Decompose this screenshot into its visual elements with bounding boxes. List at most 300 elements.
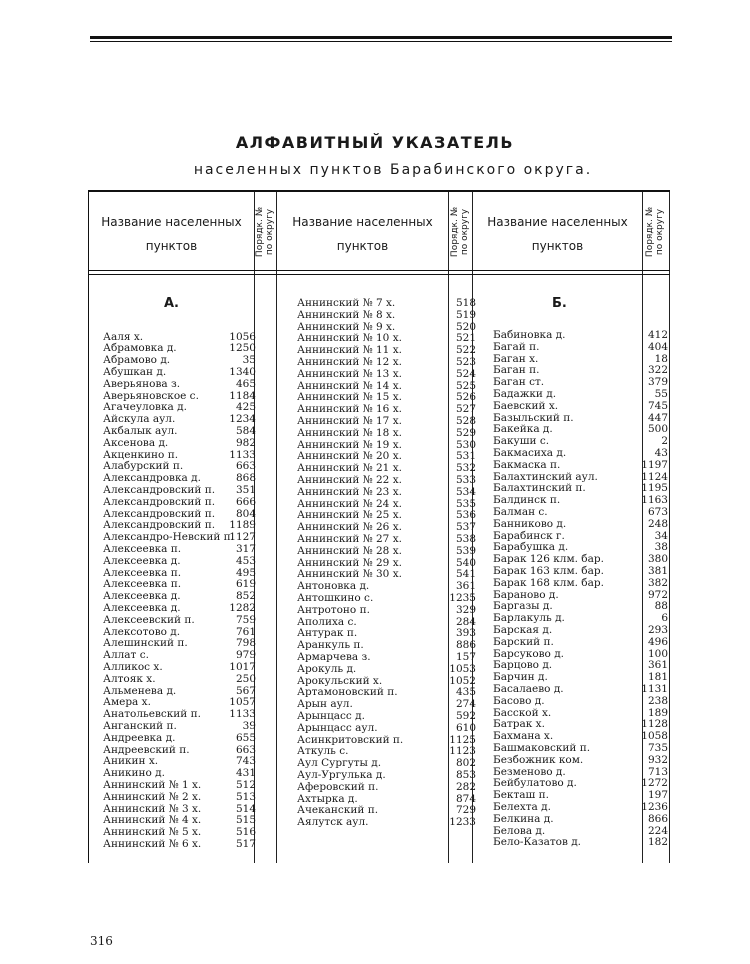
settlement-number: 1057 [229, 696, 256, 709]
settlement-number: 979 [235, 649, 256, 662]
settlement-name: Белова д. [493, 824, 546, 837]
settlement-name: Арокуль д. [297, 662, 357, 675]
settlement-name: Амера х. [103, 696, 151, 709]
settlement-name: Бело-Казатов д. [493, 836, 582, 849]
settlement-number: 351 [235, 483, 256, 496]
settlement-number: 655 [235, 731, 256, 744]
settlement-number: 530 [455, 438, 476, 451]
settlement-name: Арынцасс аул. [297, 721, 378, 734]
settlement-name: Балдинск п. [493, 494, 561, 507]
settlement-name: Аннинский № 25 х. [297, 509, 402, 522]
settlement-number: 804 [235, 507, 256, 520]
settlement-name: Алексеевка п. [103, 542, 182, 555]
top-rule [90, 36, 672, 39]
settlement-number: 520 [455, 320, 476, 333]
settlement-number: 293 [647, 624, 668, 636]
settlement-name: Александровский п. [103, 507, 216, 520]
settlement-name: Аннинский № 16 х. [297, 403, 402, 416]
list-item [103, 379, 256, 391]
list-item [103, 615, 256, 627]
settlement-number: 527 [455, 403, 476, 416]
settlement-name: Александро-Невский п. [103, 531, 234, 544]
settlement-name: Аннинский № 27 х. [297, 533, 402, 545]
settlement-number: 1127 [229, 531, 256, 544]
settlement-number: 537 [455, 521, 476, 534]
settlement-name: Аникин х. [103, 755, 159, 768]
settlement-name: Альменева д. [103, 684, 177, 697]
header-num-line2: по округу [460, 208, 470, 256]
settlement-name: Аверьянова з. [103, 377, 181, 390]
header-name-line2: пунктов [531, 239, 584, 253]
settlement-number: 1250 [229, 342, 256, 355]
settlement-number: 972 [647, 588, 668, 601]
settlement-name: Башмаковский п. [493, 742, 591, 754]
settlement-number: 1058 [641, 730, 668, 743]
settlement-number: 567 [235, 684, 256, 697]
settlement-number: 1272 [641, 777, 668, 790]
settlement-name: Бараново д. [493, 588, 559, 601]
settlement-number: 1197 [641, 458, 668, 471]
settlement-name: Арын аул. [297, 698, 353, 711]
settlement-name: Багай п. [493, 340, 540, 353]
header-num-line1: Порядк. № [645, 206, 655, 258]
settlement-name: Басово д. [493, 694, 545, 707]
settlement-name: Аннинский № 13 х. [297, 367, 402, 380]
settlement-name: Алексеевка п. [103, 578, 182, 591]
settlement-number: 519 [455, 308, 476, 321]
settlement-name: Ахтырка д. [297, 792, 358, 805]
header-num-line1: Порядк. № [450, 206, 460, 258]
settlement-name: Баган х. [493, 352, 539, 365]
settlement-name: Арынцасс д. [297, 710, 365, 722]
settlement-number: 538 [455, 533, 476, 545]
list-item [493, 696, 668, 708]
settlement-name: Аннинский № 14 х. [297, 379, 402, 392]
settlement-name: Аул Сургуты д. [297, 757, 382, 770]
list-item [103, 839, 256, 851]
settlement-number: 1053 [449, 662, 476, 675]
settlement-name: Асинкритовский п. [297, 733, 404, 746]
settlement-number: 43 [654, 447, 668, 459]
settlement-name: Александровка д. [103, 472, 201, 485]
settlement-number: 34 [654, 529, 668, 542]
settlement-name: Алексеевка п. [103, 566, 182, 579]
settlement-number: 317 [235, 542, 256, 555]
settlement-number: 517 [235, 837, 256, 850]
settlement-name: Баевский х. [493, 399, 559, 412]
settlement-number: 1340 [229, 365, 256, 378]
settlement-number: 518 [455, 297, 476, 309]
settlement-name: Аксенова д. [103, 436, 169, 449]
settlement-number: 1128 [641, 718, 668, 731]
settlement-number: 532 [455, 462, 476, 475]
settlement-number: 798 [235, 637, 256, 650]
settlement-number: 500 [647, 423, 668, 436]
header-name-line2: пунктов [145, 239, 198, 253]
header-name-col-3 [473, 210, 642, 258]
settlement-number: 866 [647, 812, 668, 825]
settlement-number: 1184 [229, 389, 256, 402]
settlement-name: Бекташ п. [493, 789, 549, 802]
settlement-number: 248 [647, 517, 668, 530]
settlement-name: Алексеевка д. [103, 601, 181, 614]
settlement-name: Антоновка д. [297, 580, 370, 593]
settlement-number: 453 [235, 554, 256, 567]
settlement-name: Акбалык аул. [103, 424, 178, 437]
settlement-number: 100 [647, 647, 668, 660]
settlement-name: Аннинский № 11 х. [297, 344, 402, 357]
settlement-name: Аннинский № 9 х. [297, 320, 396, 333]
settlement-name: Аннинский № 18 х. [297, 426, 402, 439]
settlement-name: Антошкино с. [297, 592, 374, 604]
settlement-number: 361 [455, 580, 476, 593]
settlement-name: Бакмасиха д. [493, 447, 567, 459]
settlement-number: 619 [235, 578, 256, 591]
page-subtitle: населенных пунктов Барабинского округа. [193, 162, 593, 178]
settlement-number: 447 [647, 411, 668, 424]
settlement-name: Аткуль с. [297, 745, 349, 758]
settlement-number: 759 [235, 613, 256, 626]
settlement-name: Аннинский № 15 х. [297, 391, 402, 404]
settlement-number: 526 [455, 391, 476, 404]
settlement-number: 465 [235, 377, 256, 390]
list-item [493, 460, 668, 472]
settlement-number: 743 [235, 755, 256, 768]
header-num-col-2 [451, 198, 469, 266]
settlement-name: Барцово д. [493, 659, 553, 672]
settlement-number: 523 [455, 356, 476, 368]
header-num-col-1 [256, 198, 274, 266]
settlement-name: Айскула аул. [103, 413, 176, 426]
settlement-name: Бакейка д. [493, 423, 553, 436]
settlement-number: 729 [455, 804, 476, 817]
settlement-name: Барский п. [493, 635, 554, 648]
settlement-number: 673 [647, 506, 668, 518]
settlement-name: Антротоно п. [297, 603, 370, 616]
list-item [103, 733, 256, 745]
settlement-number: 182 [647, 836, 668, 849]
settlement-name: Аферовский п. [297, 780, 379, 793]
list-item [493, 519, 668, 531]
settlement-number: 197 [647, 789, 668, 802]
settlement-number: 1133 [229, 448, 256, 461]
settlement-number: 496 [647, 635, 668, 648]
settlement-number: 539 [455, 544, 476, 557]
settlement-number: 1233 [449, 816, 476, 829]
settlement-name: Бакуши с. [493, 435, 550, 448]
settlement-number: 1189 [229, 519, 256, 532]
list-item [103, 497, 256, 509]
list-item [493, 814, 668, 826]
settlement-number: 666 [235, 495, 256, 508]
list-item [297, 664, 476, 676]
settlement-number: 761 [235, 625, 256, 638]
settlement-number: 1236 [641, 801, 668, 813]
settlement-number: 380 [647, 553, 668, 566]
settlement-number: 379 [647, 376, 668, 389]
settlement-number: 381 [647, 565, 668, 577]
page-title: АЛФАВИТНЫЙ УКАЗАТЕЛЬ [235, 133, 515, 152]
settlement-name: Алликос х. [103, 660, 163, 673]
settlement-number: 663 [235, 460, 256, 473]
header-num-line2: по округу [265, 208, 275, 256]
list-item [103, 662, 256, 674]
settlement-number: 1131 [641, 683, 668, 695]
settlement-number: 528 [455, 415, 476, 427]
settlement-name: Анганский п. [103, 719, 177, 732]
settlement-number: 802 [455, 757, 476, 770]
settlement-name: Барабинск г. [493, 529, 565, 542]
settlement-name: Аялутск аул. [297, 816, 369, 829]
header-name-line2: пунктов [336, 239, 389, 253]
settlement-name: Барчин д. [493, 671, 548, 684]
settlement-number: 274 [455, 698, 476, 711]
column-divider [276, 192, 277, 863]
settlement-name: Александровский п. [103, 495, 216, 508]
settlement-name: Белкина д. [493, 812, 554, 825]
settlement-number: 1125 [449, 733, 476, 746]
settlement-name: Аверьяновское с. [103, 389, 199, 402]
settlement-number: 713 [647, 765, 668, 778]
settlement-number: 39 [242, 719, 256, 732]
settlement-name: Аннинский № 30 х. [297, 568, 402, 581]
settlement-number: 181 [647, 671, 668, 684]
settlement-number: 592 [455, 710, 476, 722]
settlement-number: 1234 [229, 413, 256, 426]
settlement-name: Алтояк х. [103, 672, 156, 685]
settlement-number: 55 [654, 388, 668, 400]
settlement-number: 932 [647, 753, 668, 766]
list-item [297, 817, 476, 829]
header-num-line2: по округу [655, 208, 665, 256]
settlement-name: Аннинский № 6 х. [103, 837, 202, 850]
settlement-number: 522 [455, 344, 476, 357]
letter-heading-b: Б. [552, 296, 567, 311]
settlement-name: Барабушка д. [493, 541, 569, 554]
settlement-number: 431 [235, 767, 256, 780]
settlement-number: 531 [455, 450, 476, 463]
settlement-name: Аллат с. [103, 649, 149, 662]
settlement-name: Аннинский № 26 х. [297, 521, 402, 534]
settlement-name: Барсуково д. [493, 647, 565, 660]
list-item [297, 310, 476, 322]
settlement-name: Аул-Ургулька д. [297, 769, 386, 781]
list-item [493, 755, 668, 767]
settlement-number: 157 [455, 651, 476, 663]
settlement-name: Бахмана х. [493, 730, 554, 743]
settlement-name: Белехта д. [493, 801, 551, 813]
settlement-name: Барак 163 клм. бар. [493, 565, 604, 577]
settlement-number: 515 [235, 814, 256, 827]
list-item [493, 342, 668, 354]
settlement-name: Ааля х. [103, 330, 144, 343]
settlement-name: Аннинский № 5 х. [103, 826, 202, 839]
list-item [493, 578, 668, 590]
settlement-number: 250 [235, 672, 256, 685]
settlement-name: Батрак х. [493, 718, 545, 731]
settlement-number: 610 [455, 721, 476, 734]
settlement-number: 35 [242, 354, 256, 367]
settlement-name: Аннинский № 4 х. [103, 814, 202, 827]
settlement-name: Алексотово д. [103, 625, 181, 638]
settlement-number: 886 [455, 639, 476, 652]
settlement-name: Барак 168 клм. бар. [493, 576, 604, 589]
header-name-line1: Название населенных [487, 215, 628, 229]
settlement-name: Андреевка д. [103, 731, 176, 744]
list-item [103, 674, 256, 686]
settlement-name: Алексеевка д. [103, 590, 181, 603]
settlement-number: 1133 [229, 708, 256, 721]
settlement-number: 284 [455, 615, 476, 628]
settlement-number: 514 [235, 802, 256, 815]
settlement-name: Аннинский № 21 х. [297, 462, 402, 475]
list-item [297, 369, 476, 381]
settlement-name: Банниково д. [493, 517, 567, 530]
header-rule-thin [89, 274, 670, 275]
settlement-name: Балахтинский аул. [493, 470, 598, 483]
settlement-number: 533 [455, 474, 476, 486]
settlement-name: Алабурский п. [103, 460, 184, 473]
list-item [493, 837, 668, 849]
settlement-name: Баргазы д. [493, 600, 553, 613]
settlement-name: Баган п. [493, 364, 540, 377]
settlement-name: Ачеканский п. [297, 804, 379, 817]
settlement-name: Барлакуль д. [493, 612, 565, 625]
settlement-number: 663 [235, 743, 256, 756]
header-name-col-2 [277, 210, 448, 258]
header-name-line1: Название населенных [101, 215, 242, 229]
settlement-name: Аннинский № 7 х. [297, 297, 396, 309]
settlement-name: Аннинский № 10 х. [297, 332, 402, 345]
settlement-name: Андреевский п. [103, 743, 190, 756]
settlement-number: 189 [647, 706, 668, 719]
settlement-name: Аннинский № 12 х. [297, 356, 402, 368]
settlement-name: Абрамовка д. [103, 342, 177, 355]
settlement-number: 425 [235, 401, 256, 414]
settlement-index-table [88, 190, 670, 863]
settlement-number: 224 [647, 824, 668, 837]
settlement-name: Артамоновский п. [297, 686, 398, 699]
settlement-number: 513 [235, 790, 256, 803]
list-item [297, 487, 476, 499]
settlement-number: 1124 [641, 470, 668, 483]
settlement-number: 393 [455, 627, 476, 640]
settlement-name: Балахтинский п. [493, 482, 586, 495]
settlement-number: 1282 [229, 601, 256, 614]
settlement-number: 541 [455, 568, 476, 581]
settlement-number: 404 [647, 340, 668, 353]
letter-heading-a: А. [164, 296, 179, 311]
settlement-number: 512 [235, 778, 256, 791]
settlement-name: Абушкан д. [103, 365, 167, 378]
settlement-number: 282 [455, 780, 476, 793]
settlement-name: Баган ст. [493, 376, 545, 389]
settlement-name: Базыльский п. [493, 411, 574, 424]
list-item [103, 426, 256, 438]
settlement-number: 322 [647, 364, 668, 377]
list-item [297, 428, 476, 440]
settlement-number: 521 [455, 332, 476, 345]
settlement-name: Акценкино п. [103, 448, 179, 461]
settlement-name: Аннинский № 8 х. [297, 308, 396, 321]
settlement-number: 2 [661, 435, 668, 448]
settlement-number: 329 [455, 603, 476, 616]
settlement-name: Анатольевский п. [103, 708, 201, 721]
settlement-number: 874 [455, 792, 476, 805]
settlement-name: Аникино д. [103, 767, 165, 780]
settlement-name: Барская д. [493, 624, 553, 636]
settlement-number: 435 [455, 686, 476, 699]
settlement-number: 516 [235, 826, 256, 839]
settlement-number: 88 [654, 600, 668, 613]
header-name-line1: Название населенных [292, 215, 433, 229]
list-item [297, 782, 476, 794]
settlement-number: 382 [647, 576, 668, 589]
column-divider [669, 192, 670, 863]
settlement-name: Аннинский № 24 х. [297, 497, 402, 510]
settlement-name: Аннинский № 17 х. [297, 415, 402, 427]
settlement-number: 524 [455, 367, 476, 380]
settlement-number: 536 [455, 509, 476, 522]
settlement-name: Аннинский № 20 х. [297, 450, 402, 463]
list-item [103, 792, 256, 804]
settlement-name: Барак 126 клм. бар. [493, 553, 604, 566]
settlement-number: 868 [235, 472, 256, 485]
header-num-col-3 [646, 198, 664, 266]
settlement-number: 745 [647, 399, 668, 412]
list-item [297, 723, 476, 735]
settlement-name: Александровский п. [103, 519, 216, 532]
settlement-number: 534 [455, 485, 476, 498]
list-item [297, 546, 476, 558]
settlement-name: Алешинский п. [103, 637, 188, 650]
list-item [493, 637, 668, 649]
settlement-name: Балман с. [493, 506, 548, 518]
list-item [103, 438, 256, 450]
settlement-name: Безбожник ком. [493, 753, 584, 766]
settlement-name: Аннинский № 19 х. [297, 438, 402, 451]
settlement-number: 1195 [641, 482, 668, 495]
list-item [103, 485, 256, 497]
settlement-name: Аннинский № 23 х. [297, 485, 402, 498]
page-number: 316 [90, 934, 113, 948]
settlement-number: 238 [647, 694, 668, 707]
list-item [103, 780, 256, 792]
header-rule [89, 270, 670, 271]
settlement-name: Аннинский № 29 х. [297, 556, 402, 569]
settlement-name: Арокульский х. [297, 674, 383, 687]
settlement-name: Армарчева з. [297, 651, 371, 663]
settlement-name: Александровский п. [103, 483, 216, 496]
settlement-number: 735 [647, 742, 668, 754]
settlement-name: Басалаево д. [493, 683, 564, 695]
settlement-number: 540 [455, 556, 476, 569]
settlement-name: Аннинский № 28 х. [297, 544, 402, 557]
settlement-name: Басской х. [493, 706, 552, 719]
settlement-number: 852 [235, 590, 256, 603]
list-item [103, 544, 256, 556]
settlement-number: 1052 [449, 674, 476, 687]
settlement-number: 525 [455, 379, 476, 392]
settlement-name: Аннинский № 1 х. [103, 778, 202, 791]
settlement-number: 982 [235, 436, 256, 449]
settlement-number: 1163 [641, 494, 668, 507]
settlement-name: Аннинский № 3 х. [103, 802, 202, 815]
settlement-number: 6 [661, 612, 668, 625]
settlement-number: 535 [455, 497, 476, 510]
header-name-col-1 [89, 210, 254, 258]
settlement-name: Бадажки д. [493, 388, 557, 400]
